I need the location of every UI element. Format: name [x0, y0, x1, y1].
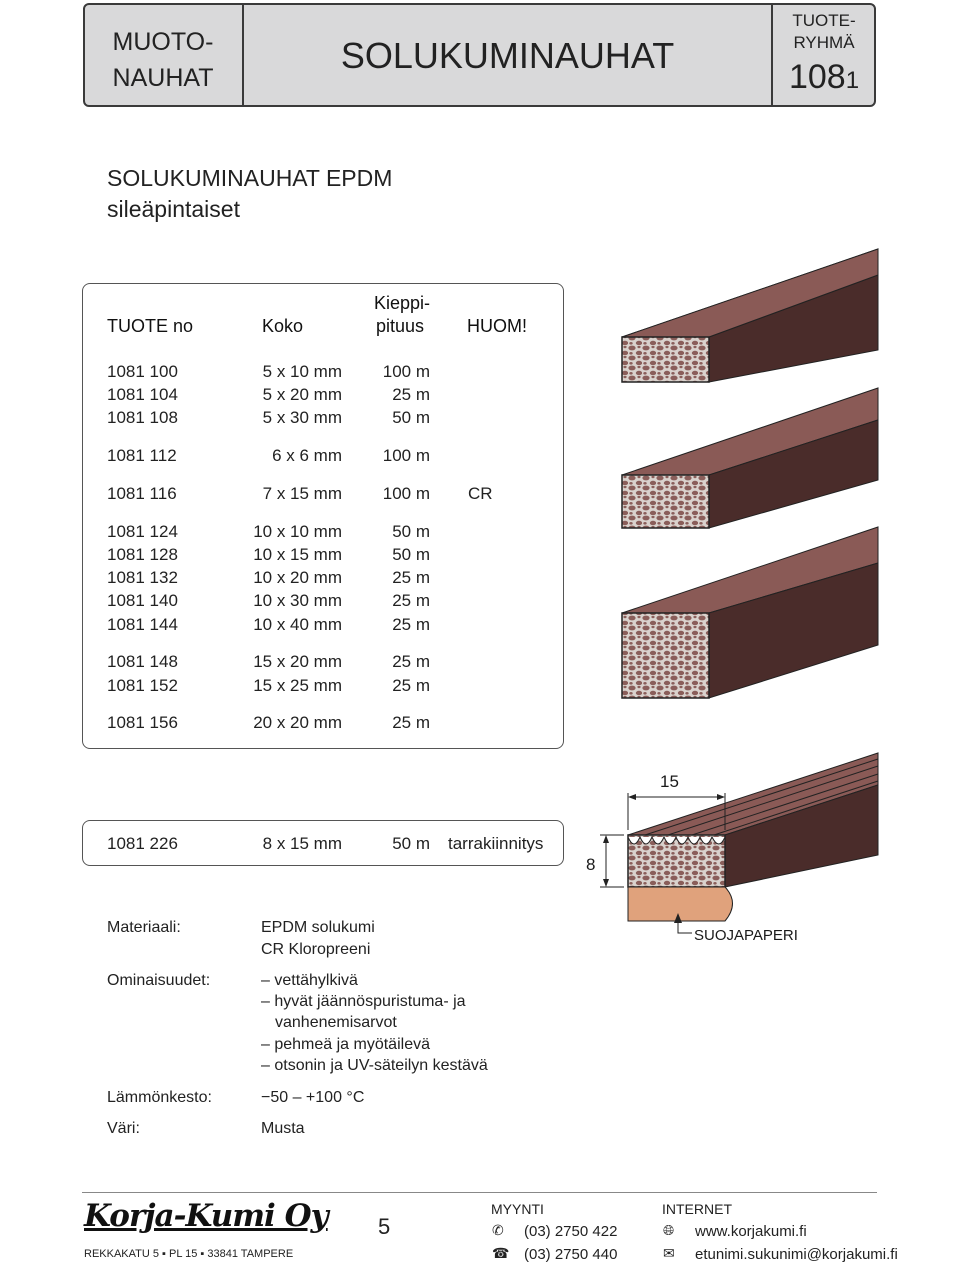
row-pituus: 50 m: [392, 522, 430, 541]
column-header-kieppi-line2: pituus: [376, 316, 425, 336]
product-group-label: [772, 10, 876, 54]
profile-large-illustration: [622, 527, 878, 698]
row-huom: CR: [468, 484, 493, 503]
row-pituus: 25 m: [392, 591, 430, 610]
profile-medium-illustration: [622, 388, 878, 528]
row-koko: 20 x 20 mm: [253, 713, 342, 732]
property-1: – vettähylkivä: [261, 972, 358, 989]
header-category-line1: MUOTO-: [112, 28, 214, 56]
section-title: SOLUKUMINAUHAT EPDM: [107, 165, 393, 191]
material-value-2: CR Kloropreeni: [261, 941, 371, 958]
row-no: 1081 148: [107, 652, 178, 671]
row-pituus: 50 m: [392, 408, 430, 427]
row-koko: 5 x 20 mm: [262, 385, 342, 404]
row-no: 1081 108: [107, 408, 178, 427]
internet-label: INTERNET: [662, 1201, 732, 1217]
row-no: 1081 104: [107, 385, 178, 404]
row-koko: 10 x 40 mm: [253, 615, 342, 634]
row-no: 1081 128: [107, 545, 178, 564]
color-value: Musta: [261, 1120, 305, 1137]
email-link[interactable]: etunimi.sukunimi@korjakumi.fi: [695, 1246, 898, 1263]
row-pituus: 100 m: [382, 362, 430, 381]
row-pituus: 25 m: [392, 676, 430, 695]
color-label: Väri:: [107, 1120, 140, 1137]
row-koko: 10 x 20 mm: [253, 568, 342, 587]
row-koko: 8 x 15 mm: [262, 834, 342, 853]
row-koko: 10 x 15 mm: [253, 545, 342, 564]
profile-adhesive-illustration: [600, 753, 878, 933]
temperature-label: Lämmönkesto:: [107, 1089, 212, 1106]
property-2: – hyvät jäännöspuristuma- ja: [261, 993, 466, 1010]
column-header-kieppi-line1: Kieppi-: [374, 293, 431, 313]
row-koko: 15 x 20 mm: [253, 652, 342, 671]
row-no: 1081 140: [107, 591, 178, 610]
fax-icon: ☎: [492, 1245, 510, 1261]
row-no: 1081 132: [107, 568, 178, 587]
row-koko: 7 x 15 mm: [262, 484, 342, 503]
row-pituus: 50 m: [392, 545, 430, 564]
product-group-number: [772, 58, 876, 97]
phone-number: (03) 2750 422: [524, 1223, 618, 1240]
product-group-label-line2: RYHMÄ: [793, 33, 855, 52]
backing-paper-label: SUOJAPAPERI: [694, 927, 798, 944]
row-no: 1081 116: [107, 484, 177, 503]
row-huom: tarrakiinnitys: [448, 834, 544, 853]
product-group-number-suffix: 1: [845, 67, 860, 94]
row-no: 1081 124: [107, 522, 178, 541]
column-header-koko: Koko: [262, 316, 304, 336]
row-no: 1081 156: [107, 713, 178, 732]
company-address: REKKAKATU 5 ▪ PL 15 ▪ 33841 TAMPERE: [84, 1248, 294, 1260]
phone-icon: ✆: [492, 1222, 504, 1238]
page-title: SOLUKUMINAUHAT: [340, 35, 675, 76]
fax-number: (03) 2750 440: [524, 1246, 618, 1263]
material-value-1: EPDM solukumi: [261, 919, 375, 936]
section-subtitle: sileäpintaiset: [107, 196, 240, 222]
header-category-line2: NAUHAT: [112, 64, 214, 92]
dimension-width-label: 15: [660, 772, 679, 791]
row-koko: 10 x 30 mm: [253, 591, 342, 610]
row-no: 1081 112: [107, 446, 177, 465]
row-pituus: 25 m: [392, 713, 430, 732]
profile-illustrations: [600, 245, 890, 955]
row-pituus: 25 m: [392, 615, 430, 634]
row-pituus: 25 m: [392, 385, 430, 404]
dimension-height-label: 8: [586, 855, 596, 874]
row-koko: 5 x 10 mm: [262, 362, 342, 381]
row-pituus: 25 m: [392, 568, 430, 587]
email-icon: ✉: [663, 1245, 675, 1261]
row-pituus: 25 m: [392, 652, 430, 671]
row-no: 1081 100: [107, 362, 178, 381]
row-pituus: 50 m: [392, 834, 430, 853]
row-pituus: 100 m: [382, 446, 430, 465]
header-category: [83, 24, 243, 96]
property-5: – otsonin ja UV-säteilyn kestävä: [261, 1057, 488, 1074]
page-number: 5: [378, 1214, 391, 1239]
row-pituus: 100 m: [382, 484, 430, 503]
row-koko: 5 x 30 mm: [262, 408, 342, 427]
row-no: 1081 226: [107, 834, 178, 853]
website-link[interactable]: www.korjakumi.fi: [695, 1223, 807, 1240]
property-4: – pehmeä ja myötäilevä: [261, 1036, 430, 1053]
row-koko: 10 x 10 mm: [253, 522, 342, 541]
material-label: Materiaali:: [107, 919, 181, 936]
globe-icon: 🌐︎: [663, 1222, 675, 1238]
row-koko: 15 x 25 mm: [253, 676, 342, 695]
row-koko: 6 x 6 mm: [272, 446, 342, 465]
product-group-number-main: 108: [788, 58, 846, 96]
row-no: 1081 144: [107, 615, 178, 634]
product-group-label-line1: TUOTE-: [792, 11, 856, 30]
column-header-tuote: TUOTE no: [107, 316, 194, 336]
temperature-value: −50 – +100 °C: [261, 1089, 365, 1106]
column-header-huom: HUOM!: [467, 316, 527, 336]
profile-small-illustration: [622, 249, 878, 382]
properties-label: Ominaisuudet:: [107, 972, 211, 989]
sales-label: MYYNTI: [491, 1201, 544, 1217]
row-no: 1081 152: [107, 676, 178, 695]
property-3: vanhenemisarvot: [275, 1014, 397, 1031]
company-logo: Korja-Kumi Oy: [84, 1198, 328, 1234]
footer-divider: [82, 1192, 877, 1193]
